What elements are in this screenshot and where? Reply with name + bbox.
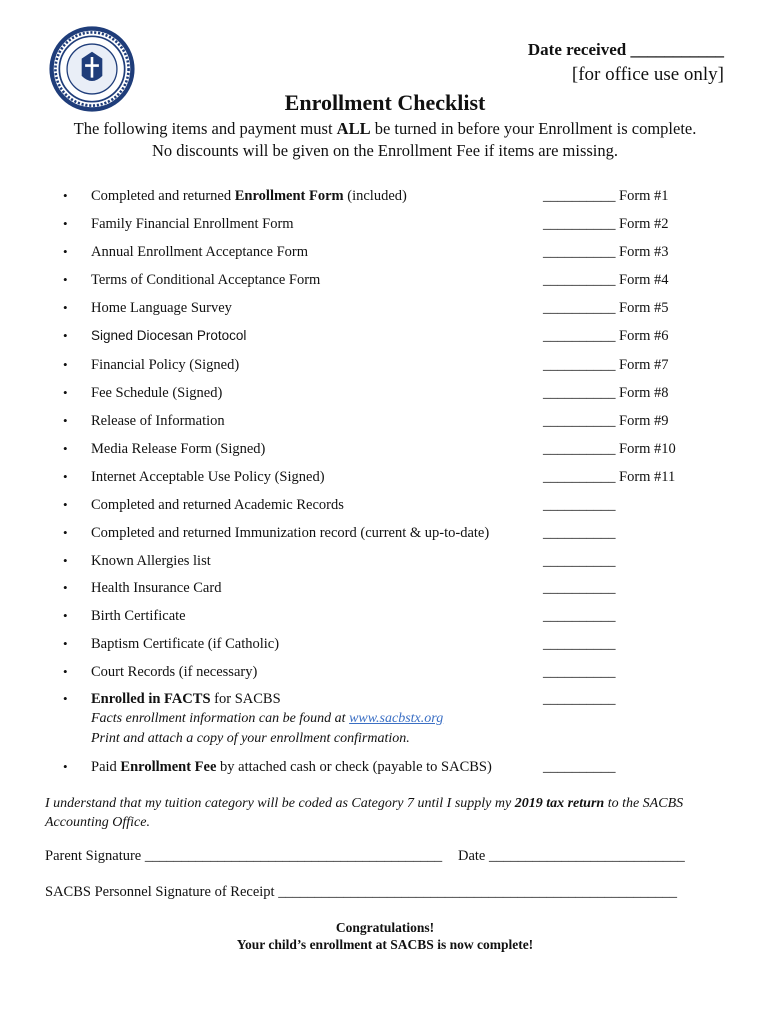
bullet-icon: • [63,441,68,456]
checkoff-blank[interactable]: __________ [543,413,616,429]
checkoff-blank[interactable]: __________ [543,300,616,316]
parent-signature-line[interactable]: Parent Signature _________________________________________ [45,848,443,864]
tuition-statement: I understand that my tuition category will be coded as Category 7 until I supply my 2019 tax return to the SACBS Accounting Office. [45,796,684,830]
checkoff-blank[interactable]: __________ [543,272,616,288]
bullet-icon: • [63,608,68,623]
checkoff-blank[interactable]: __________ [543,385,616,401]
bullet-icon: • [63,664,68,679]
checkoff-blank[interactable]: __________ [543,759,616,775]
form-number-label: Form #3 [619,244,669,260]
checklist-item-label: Known Allergies list [91,553,211,569]
form-number-label: Form #1 [619,188,669,204]
intro-line-2: No discounts will be given on the Enrollment Fee if items are missing. [151,141,619,160]
personnel-signature-line[interactable]: SACBS Personnel Signature of Receipt _______________________________________________________ [45,884,677,900]
checkoff-blank[interactable]: __________ [543,244,616,260]
statement-emphasis: 2019 tax return [514,796,605,811]
checkoff-blank[interactable]: __________ [543,497,616,513]
bullet-icon: • [63,188,68,203]
form-number-label: Form #11 [619,469,676,485]
checklist-item-label: Release of Information [91,413,225,429]
congratulations-heading: Congratulations! [335,920,435,935]
checklist-item-label: Baptism Certificate (if Catholic) [91,636,280,652]
bullet-icon: • [63,357,68,372]
facts-info-line: Facts enrollment information can be found at www.sacbstx.org [91,711,444,726]
bullet-icon: • [63,300,68,315]
intro-line-1: The following items and payment must ALL be turned in before your Enrollment is complete. [73,119,697,138]
checklist-item-label: Media Release Form (Signed) [91,441,266,457]
form-number-label: Form #6 [619,328,669,344]
checkoff-blank[interactable]: __________ [543,328,616,344]
checklist-item-label: Health Insurance Card [91,580,222,596]
checkoff-blank[interactable]: __________ [543,608,616,624]
bullet-icon: • [63,328,68,343]
checklist-item-label: Birth Certificate [91,608,186,624]
checklist-item-label: Family Financial Enrollment Form [91,216,294,232]
checkoff-blank[interactable]: __________ [543,553,616,569]
bullet-icon: • [63,272,68,287]
checklist-item-label: Completed and returned Enrollment Form (included) [91,188,407,204]
bullet-icon: • [63,636,68,651]
form-number-label: Form #7 [619,357,669,373]
checklist-item-label: Terms of Conditional Acceptance Form [91,272,321,288]
congratulations-message: Your child’s enrollment at SACBS is now complete! [236,937,534,952]
bullet-icon: • [63,469,68,484]
checklist-item-label: Completed and returned Immunization record (current & up-to-date) [91,525,490,541]
checklist-item-label: Financial Policy (Signed) [91,357,240,373]
checklist-item-label: Signed Diocesan Protocol [91,328,247,343]
checkoff-blank[interactable]: __________ [543,636,616,652]
date-received-field: Date received ___________ [527,40,724,59]
bullet-icon: • [63,413,68,428]
form-number-label: Form #2 [619,216,669,232]
checklist-item-label: Paid Enrollment Fee by attached cash or check (payable to SACBS) [91,759,492,775]
checklist-item-label: Internet Acceptable Use Policy (Signed) [91,469,325,485]
form-number-label: Form #9 [619,413,669,429]
intro-emphasis: ALL [336,119,371,138]
checkoff-blank[interactable]: __________ [543,357,616,373]
checklist-item-label: Annual Enrollment Acceptance Form [91,244,309,260]
facts-print-instruction: Print and attach a copy of your enrollment confirmation. [91,731,410,746]
checklist-item-label: Enrolled in FACTS for SACBS [91,691,281,707]
checkoff-blank[interactable]: __________ [543,525,616,541]
bullet-icon: • [63,759,68,774]
form-number-label: Form #8 [619,385,669,401]
form-number-label: Form #5 [619,300,669,316]
bullet-icon: • [63,580,68,595]
checkoff-blank[interactable]: __________ [543,188,616,204]
checkoff-blank[interactable]: __________ [543,441,616,457]
checklist-item-label: Home Language Survey [91,300,232,316]
page-title: Enrollment Checklist [284,90,486,115]
bullet-icon: • [63,385,68,400]
bullet-icon: • [63,553,68,568]
bullet-icon: • [63,244,68,259]
checklist-item-label: Fee Schedule (Signed) [91,385,223,401]
form-number-label: Form #4 [619,272,669,288]
checkoff-blank[interactable]: __________ [543,664,616,680]
checkoff-blank[interactable]: __________ [543,580,616,596]
bullet-icon: • [63,691,68,706]
bullet-icon: • [63,497,68,512]
form-number-label: Form #10 [619,441,676,457]
checkoff-blank[interactable]: __________ [543,691,616,707]
checklist-item-label: Court Records (if necessary) [91,664,258,680]
office-use-note: [for office use only] [571,64,724,85]
checkoff-blank[interactable]: __________ [543,469,616,485]
bullet-icon: • [63,525,68,540]
bullet-icon: • [63,216,68,231]
sacbs-website-link[interactable]: www.sacbstx.org [349,711,444,726]
checkoff-blank[interactable]: __________ [543,216,616,232]
checklist-item-label: Completed and returned Academic Records [91,497,344,513]
signature-date-line[interactable]: Date ___________________________ [458,848,685,864]
